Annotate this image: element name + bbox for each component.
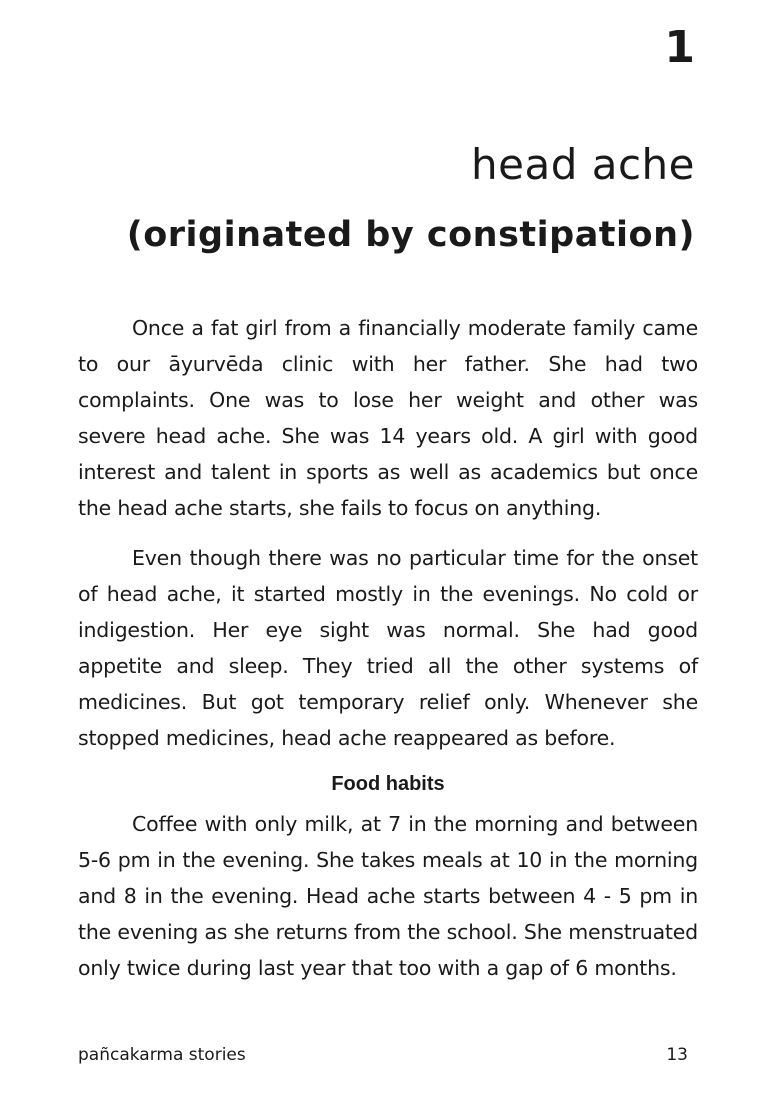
page-number: 13 xyxy=(666,1045,688,1065)
paragraph: Even though there was no particular time for the onset of head ache, it started mostly in the evenings. No cold or indigestion. Her eye sight was normal. She had good appetite and sleep. They tried all the other systems of medicines. But got temporary relief only. Whenever she stopped medicines, head ache reappeared as before. xyxy=(78,546,698,750)
chapter-subtitle: (originated by constipation) xyxy=(126,215,695,255)
running-footer-title: pañcakarma stories xyxy=(78,1045,246,1065)
paragraph: Once a fat girl from a financially moderate family came to our āyurvēda clinic with her father. She had two complaints. One was to lose her weight and other was severe head ache. She was 14 years old. A girl with good interest and talent in sports as well as academics but once the head ache starts, she fails to focus on anything. xyxy=(78,316,698,520)
chapter-number: 1 xyxy=(664,22,695,73)
chapter-title: head ache xyxy=(471,140,695,189)
section-heading: Food habits xyxy=(331,773,445,795)
paragraph: Coffee with only milk, at 7 in the morning and between 5-6 pm in the evening. She takes meals at 10 in the morning and 8 in the evening. Head ache starts between 4 - 5 pm in the evening as she returns from the school. She menstruated only twice during last year that too with a gap of 6 months. xyxy=(78,812,698,980)
body-text xyxy=(78,310,698,1000)
